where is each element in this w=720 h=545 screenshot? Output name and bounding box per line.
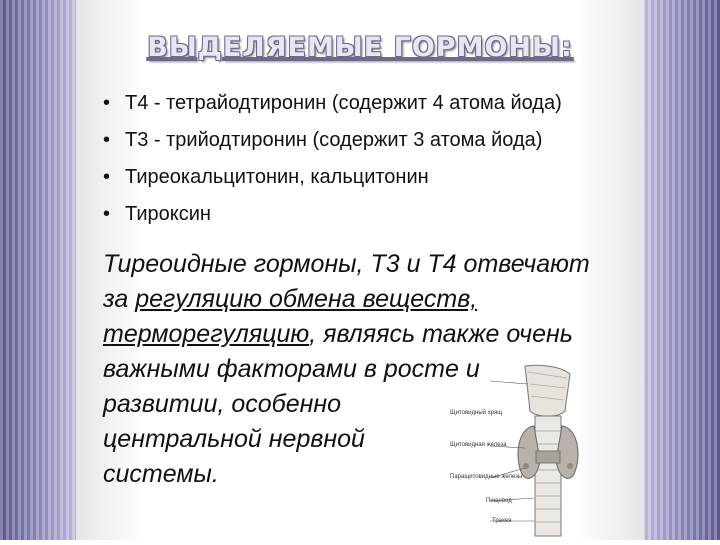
figure-label: Пищевод bbox=[486, 498, 512, 504]
bullet-icon: • bbox=[103, 166, 111, 188]
paragraph-line bbox=[103, 317, 673, 352]
paragraph-line: системы. bbox=[103, 460, 219, 488]
list-item bbox=[103, 90, 562, 127]
figure-label: Трахея bbox=[492, 518, 512, 524]
paragraph-line: развитии, особенно bbox=[103, 390, 342, 418]
slide-title: ВЫДЕЛЯЕМЫЕ ГОРМОНЫ: bbox=[147, 32, 573, 63]
list-item bbox=[103, 164, 562, 201]
figure-label: Паращитовидные железы bbox=[450, 474, 523, 480]
list-item bbox=[103, 127, 562, 164]
paragraph-line: центральной нервной bbox=[103, 425, 365, 453]
bullet-icon: • bbox=[103, 203, 111, 225]
list-item bbox=[103, 201, 562, 238]
thermoregulation-link[interactable]: терморегуляцию bbox=[103, 320, 310, 348]
bullet-icon: • bbox=[103, 129, 111, 151]
bullet-icon: • bbox=[103, 92, 111, 114]
list-item-text: Тиреокальцитонин, кальцитонин bbox=[125, 166, 429, 188]
list-item-text: Тироксин bbox=[125, 203, 211, 225]
figure-label: Щитовидный хрящ bbox=[450, 410, 503, 416]
list-item-text: T3 - трийодтиронин (содержит 3 атома йода) bbox=[125, 129, 543, 151]
paragraph-text: , являясь также очень bbox=[309, 320, 573, 348]
paragraph-line: важными факторами в росте и bbox=[103, 355, 480, 383]
thyroid-drawing bbox=[430, 356, 610, 540]
figure-label: Щитовидная железа bbox=[450, 442, 507, 448]
paragraph-line bbox=[103, 282, 673, 317]
metabolism-link[interactable]: регуляцию обмена веществ, bbox=[135, 285, 478, 313]
thyroid-anatomy-illustration bbox=[430, 356, 610, 540]
paragraph-text: за bbox=[103, 285, 136, 313]
hormone-list bbox=[103, 90, 562, 238]
paragraph-line: Тиреоидные гормоны, Т3 и Т4 отвечают bbox=[103, 250, 590, 278]
list-item-text: T4 - тетрайодтиронин (содержит 4 атома йода) bbox=[125, 92, 562, 114]
